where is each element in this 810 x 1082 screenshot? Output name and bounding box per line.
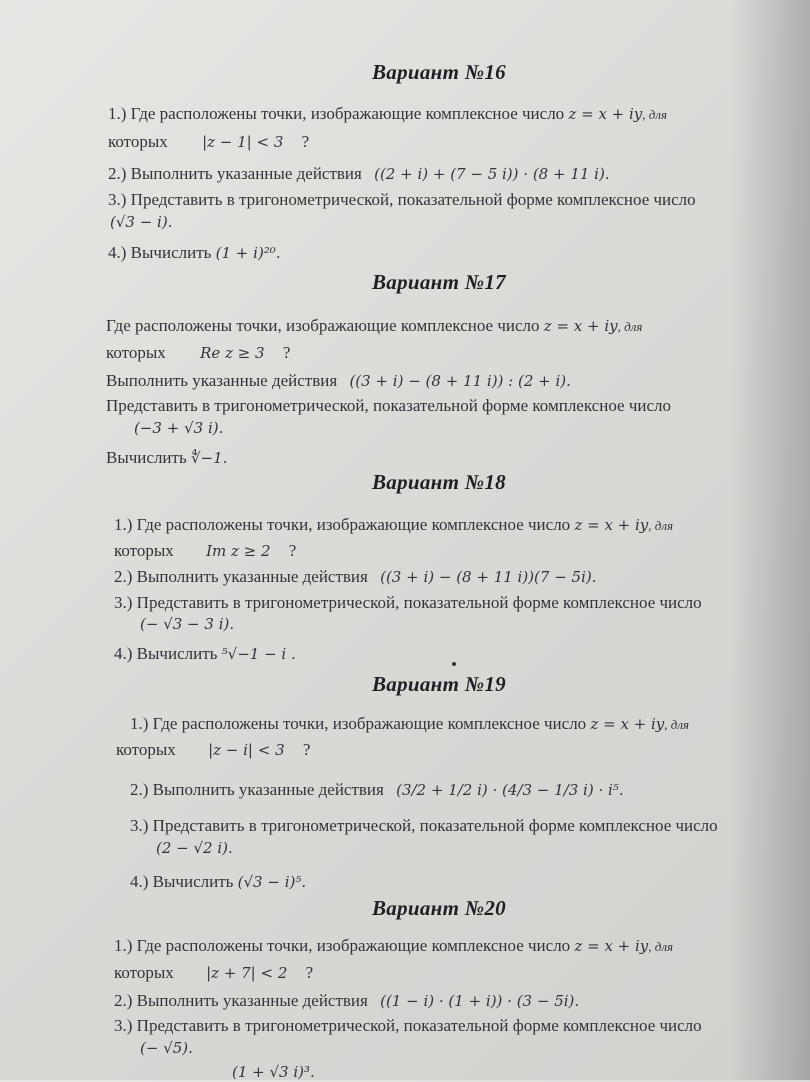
v16-q2-math: ((2 + i) + (7 − 5 i)) · (8 + 11 i).: [374, 165, 610, 183]
v18-q1-condition: Im z ≥ 2: [206, 542, 271, 560]
v18-q1-question-mark: ?: [288, 541, 297, 560]
v19-q1-which: которых: [116, 740, 176, 759]
v17-q4-text: Вычислить: [106, 448, 187, 467]
v16-q1-line1: [108, 104, 667, 124]
v19-q1-text: 1.) Где расположены точки, изображающие комплексное число: [130, 714, 587, 733]
v20-q1-which: которых: [114, 963, 174, 982]
v18-q1-math: z = x + iy: [574, 516, 649, 534]
paper-speck: [452, 662, 456, 666]
v18-q4-math: ⁵√−1 − i .: [221, 645, 296, 663]
v19-q1-math: z = x + iy: [590, 715, 665, 733]
v19-q1-tail: , для: [664, 717, 690, 732]
v18-q2-text: 2.) Выполнить указанные действия: [114, 567, 368, 586]
v17-q3: [106, 396, 671, 416]
v19-q1-question-mark: ?: [302, 740, 311, 759]
v20-q4-math: (1 + √3 i)³.: [232, 1063, 315, 1081]
v16-q1-question-mark: ?: [301, 132, 310, 151]
variant-16-title: Вариант №16: [372, 60, 506, 84]
v19-q3-text: 3.) Представить в тригонометрической, показательной форме комплексное число: [130, 816, 718, 835]
v17-q4: [106, 448, 227, 468]
v19-q1-line1: [130, 714, 689, 734]
v20-q4: [232, 1062, 315, 1082]
v16-q4: [108, 243, 281, 263]
v16-q1-which: которых: [108, 132, 168, 151]
v18-q1-tail: , для: [648, 518, 674, 533]
v17-q3-math-line: [134, 418, 223, 438]
v20-q2-math: ((1 − i) · (1 + i)) · (3 − 5i).: [380, 992, 580, 1010]
variant-17-title: Вариант №17: [372, 270, 506, 294]
v20-q1-line2: [114, 963, 313, 983]
v18-q3-math: (− √3 − 3 i).: [140, 615, 235, 633]
v16-q1-line2: [108, 132, 309, 152]
v20-q1-tail: , для: [648, 939, 674, 954]
v17-q1-text: Где расположены точки, изображающие комплексное число: [106, 316, 540, 335]
v17-q1-line1: [106, 316, 642, 336]
v18-q4-text: 4.) Вычислить: [114, 644, 218, 663]
v17-q1-line2: [106, 343, 290, 363]
v17-q2-math: ((3 + i) − (8 + 11 i)) : (2 + i).: [349, 372, 571, 390]
v19-q4-math: (√3 − i)⁵.: [237, 873, 307, 891]
v20-q3: [114, 1016, 702, 1036]
v20-q3-math-line: [140, 1038, 193, 1058]
v20-q1-text: 1.) Где расположены точки, изображающие комплексное число: [114, 936, 571, 955]
v16-q3-text: 3.) Представить в тригонометрической, показательной форме комплексное число: [108, 190, 696, 209]
v17-q4-math: ∜−1.: [190, 449, 228, 467]
v16-q1-condition: |z − 1| < 3: [202, 133, 284, 151]
v19-q4: [130, 872, 306, 892]
v18-q1-line2: [114, 541, 296, 561]
v16-q3: [108, 190, 696, 210]
v19-q1-line2: [116, 740, 310, 760]
v16-q1-math: z = x + iy: [568, 105, 643, 123]
variant-18-title: Вариант №18: [372, 470, 506, 494]
v20-q1-math: z = x + iy: [574, 937, 649, 955]
v18-q3-math-line: [140, 614, 234, 634]
v16-q3-math: (√3 − i).: [110, 213, 173, 231]
v20-q3-math: (− √5).: [140, 1039, 193, 1057]
variant-19-title: Вариант №19: [372, 672, 506, 696]
v18-q2-math: ((3 + i) − (8 + 11 i))(7 − 5i).: [380, 568, 597, 586]
v20-q2: [114, 991, 579, 1011]
v20-q3-text: 3.) Представить в тригонометрической, показательной форме комплексное число: [114, 1016, 702, 1035]
v17-q1-question-mark: ?: [282, 343, 291, 362]
variant-20-title: Вариант №20: [372, 896, 506, 920]
v18-q3: [114, 593, 702, 613]
v16-q4-text: 4.) Вычислить: [108, 243, 212, 262]
page-shadow: [730, 0, 810, 1080]
v17-q1-which: которых: [106, 343, 166, 362]
v18-q1-text: 1.) Где расположены точки, изображающие комплексное число: [114, 515, 571, 534]
v16-q1-text: 1.) Где расположены точки, изображающие комплексное число: [108, 104, 565, 123]
v20-q1-question-mark: ?: [305, 963, 314, 982]
v17-q2-text: Выполнить указанные действия: [106, 371, 338, 390]
v17-q1-tail: , для: [617, 319, 643, 334]
v19-q2: [130, 780, 624, 800]
v20-q1-line1: [114, 936, 673, 956]
v20-q1-condition: |z + 7| < 2: [206, 964, 288, 982]
v18-q1-which: которых: [114, 541, 174, 560]
v17-q2: [106, 371, 571, 391]
v19-q4-text: 4.) Вычислить: [130, 872, 234, 891]
v20-q2-text: 2.) Выполнить указанные действия: [114, 991, 368, 1010]
v18-q3-text: 3.) Представить в тригонометрической, показательной форме комплексное число: [114, 593, 702, 612]
v16-q2: [108, 164, 610, 184]
v17-q1-math: z = x + iy: [543, 317, 618, 335]
v18-q2: [114, 567, 597, 587]
v17-q3-math: (−3 + √3 i).: [134, 419, 224, 437]
v19-q3: [130, 816, 718, 836]
v19-q3-math-line: [156, 838, 233, 858]
v18-q1-line1: [114, 515, 673, 535]
v16-q2-text: 2.) Выполнить указанные действия: [108, 164, 362, 183]
v18-q4: [114, 644, 296, 664]
v16-q1-tail: , для: [642, 107, 668, 122]
v19-q1-condition: |z − i| < 3: [208, 741, 285, 759]
v19-q3-math: (2 − √2 i).: [156, 839, 233, 857]
v17-q3-text: Представить в тригонометрической, показательной форме комплексное число: [106, 396, 672, 415]
v19-q2-math: (3/2 + 1/2 i) · (4/3 − 1/3 i) · i⁵.: [396, 781, 624, 799]
v16-q3-math-line: [110, 212, 172, 232]
v16-q4-math: (1 + i)²⁰.: [215, 244, 281, 262]
v19-q2-text: 2.) Выполнить указанные действия: [130, 780, 384, 799]
v17-q1-condition: Re z ≥ 3: [200, 344, 265, 362]
